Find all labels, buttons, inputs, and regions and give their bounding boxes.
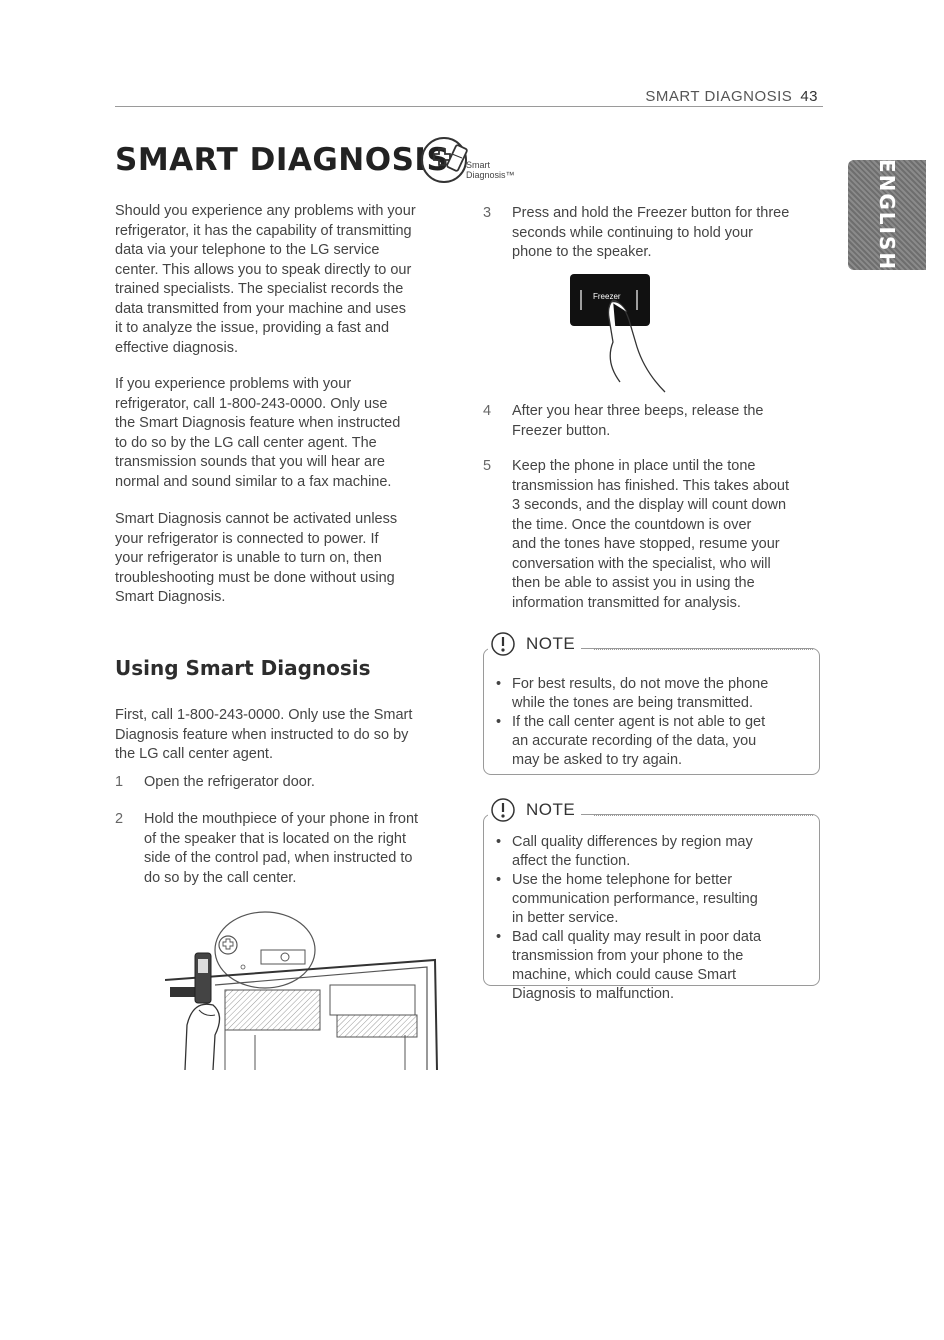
note-item: • Call quality differences by region may affect the function. [492,833,802,871]
intro-paragraph-1: Should you experience any problems with your refrigerator, it has the capability of transmitting data via your telephone to the LG service center. This allows you to speak directly to our trained specialists. The specialist records the data transmitted from your machine and uses it to analyze the issue, providing a fast and effective diagnosis. [115,203,416,356]
freezer-button-illustration [565,272,675,397]
note-item: • Use the home telephone for better communication performance, resulting in better service. [492,871,802,928]
note-item: • For best results, do not move the phone while the tones are being transmitted. [492,675,802,713]
freezer-button-label: Freezer [593,292,621,301]
step-2 [115,810,460,890]
step-text: Press and hold the Freezer button for three seconds while continuing to hold your phone to the speaker. [512,205,790,260]
step-text: Keep the phone in place until the tone transmission has finished. This takes about 3 seconds, and the display will count down the time. Once the countdown is over and the tones have stopped, resume your conversation with the specialist, who will then be able to assist you in using the information transmitted for analysis. [512,458,789,611]
step-number: 4 [483,403,492,419]
using-intro: First, call 1-800-243-0000. Only use the Smart Diagnosis feature when instructed to do so by the LG call center agent. [115,707,413,762]
step-4 [483,402,828,444]
logo-text-line1: Smart [466,160,491,170]
warning-icon [488,629,518,659]
language-tab [848,160,926,270]
note-header [488,629,581,659]
note-box-2 [483,800,820,1002]
note-box-1 [483,634,820,775]
warning-icon [488,795,518,825]
note-label: NOTE [526,634,576,653]
step-number: 5 [483,458,492,474]
intro-paragraph-3: Smart Diagnosis cannot be activated unless your refrigerator is connected to power. If your refrigerator is unable to turn on, then troubleshooting must be done without using Smart Diagnosis. [115,511,398,605]
step-number: 3 [483,205,492,221]
section-heading: Using Smart Diagnosis [115,656,371,680]
page-title: SMART DIAGNOSIS [115,142,450,178]
header-section: SMART DIAGNOSIS [645,88,793,105]
language-tab-label: ENGLISH [875,158,899,272]
step-number: 1 [115,774,124,790]
step-3 [483,204,828,266]
step-1 [115,773,460,795]
note-header [488,795,581,825]
note-item: • Bad call quality may result in poor data transmission from your phone to the machine, which could cause Smart Diagnosis to malfunction. [492,928,802,1004]
step-text: Open the refrigerator door. [144,774,315,790]
step-text: After you hear three beeps, release the Freezer button. [512,403,764,439]
step-text: Hold the mouthpiece of your phone in front of the speaker that is located on the right side of the control pad, when instructed to do so by the call center. [144,811,419,886]
note-item: • If the call center agent is not able to get an accurate recording of the data, you may be asked to try again. [492,713,802,770]
note-label: NOTE [526,800,576,819]
page-number: 43 [800,88,818,105]
step-5 [483,457,828,617]
fridge-illustration [165,905,445,1070]
header-rule [115,106,823,107]
step-number: 2 [115,811,124,827]
running-header [645,88,818,105]
logo-text-line2: Diagnosis™ [466,170,515,180]
intro-paragraph-2: If you experience problems with your refrigerator, call 1-800-243-0000. Only use the Smart Diagnosis feature when instructed to do so by the LG call center agent. The transmission sounds that you will hear are normal and sound similar to a fax machine. [115,376,401,490]
smart-diagnosis-logo [418,134,518,190]
